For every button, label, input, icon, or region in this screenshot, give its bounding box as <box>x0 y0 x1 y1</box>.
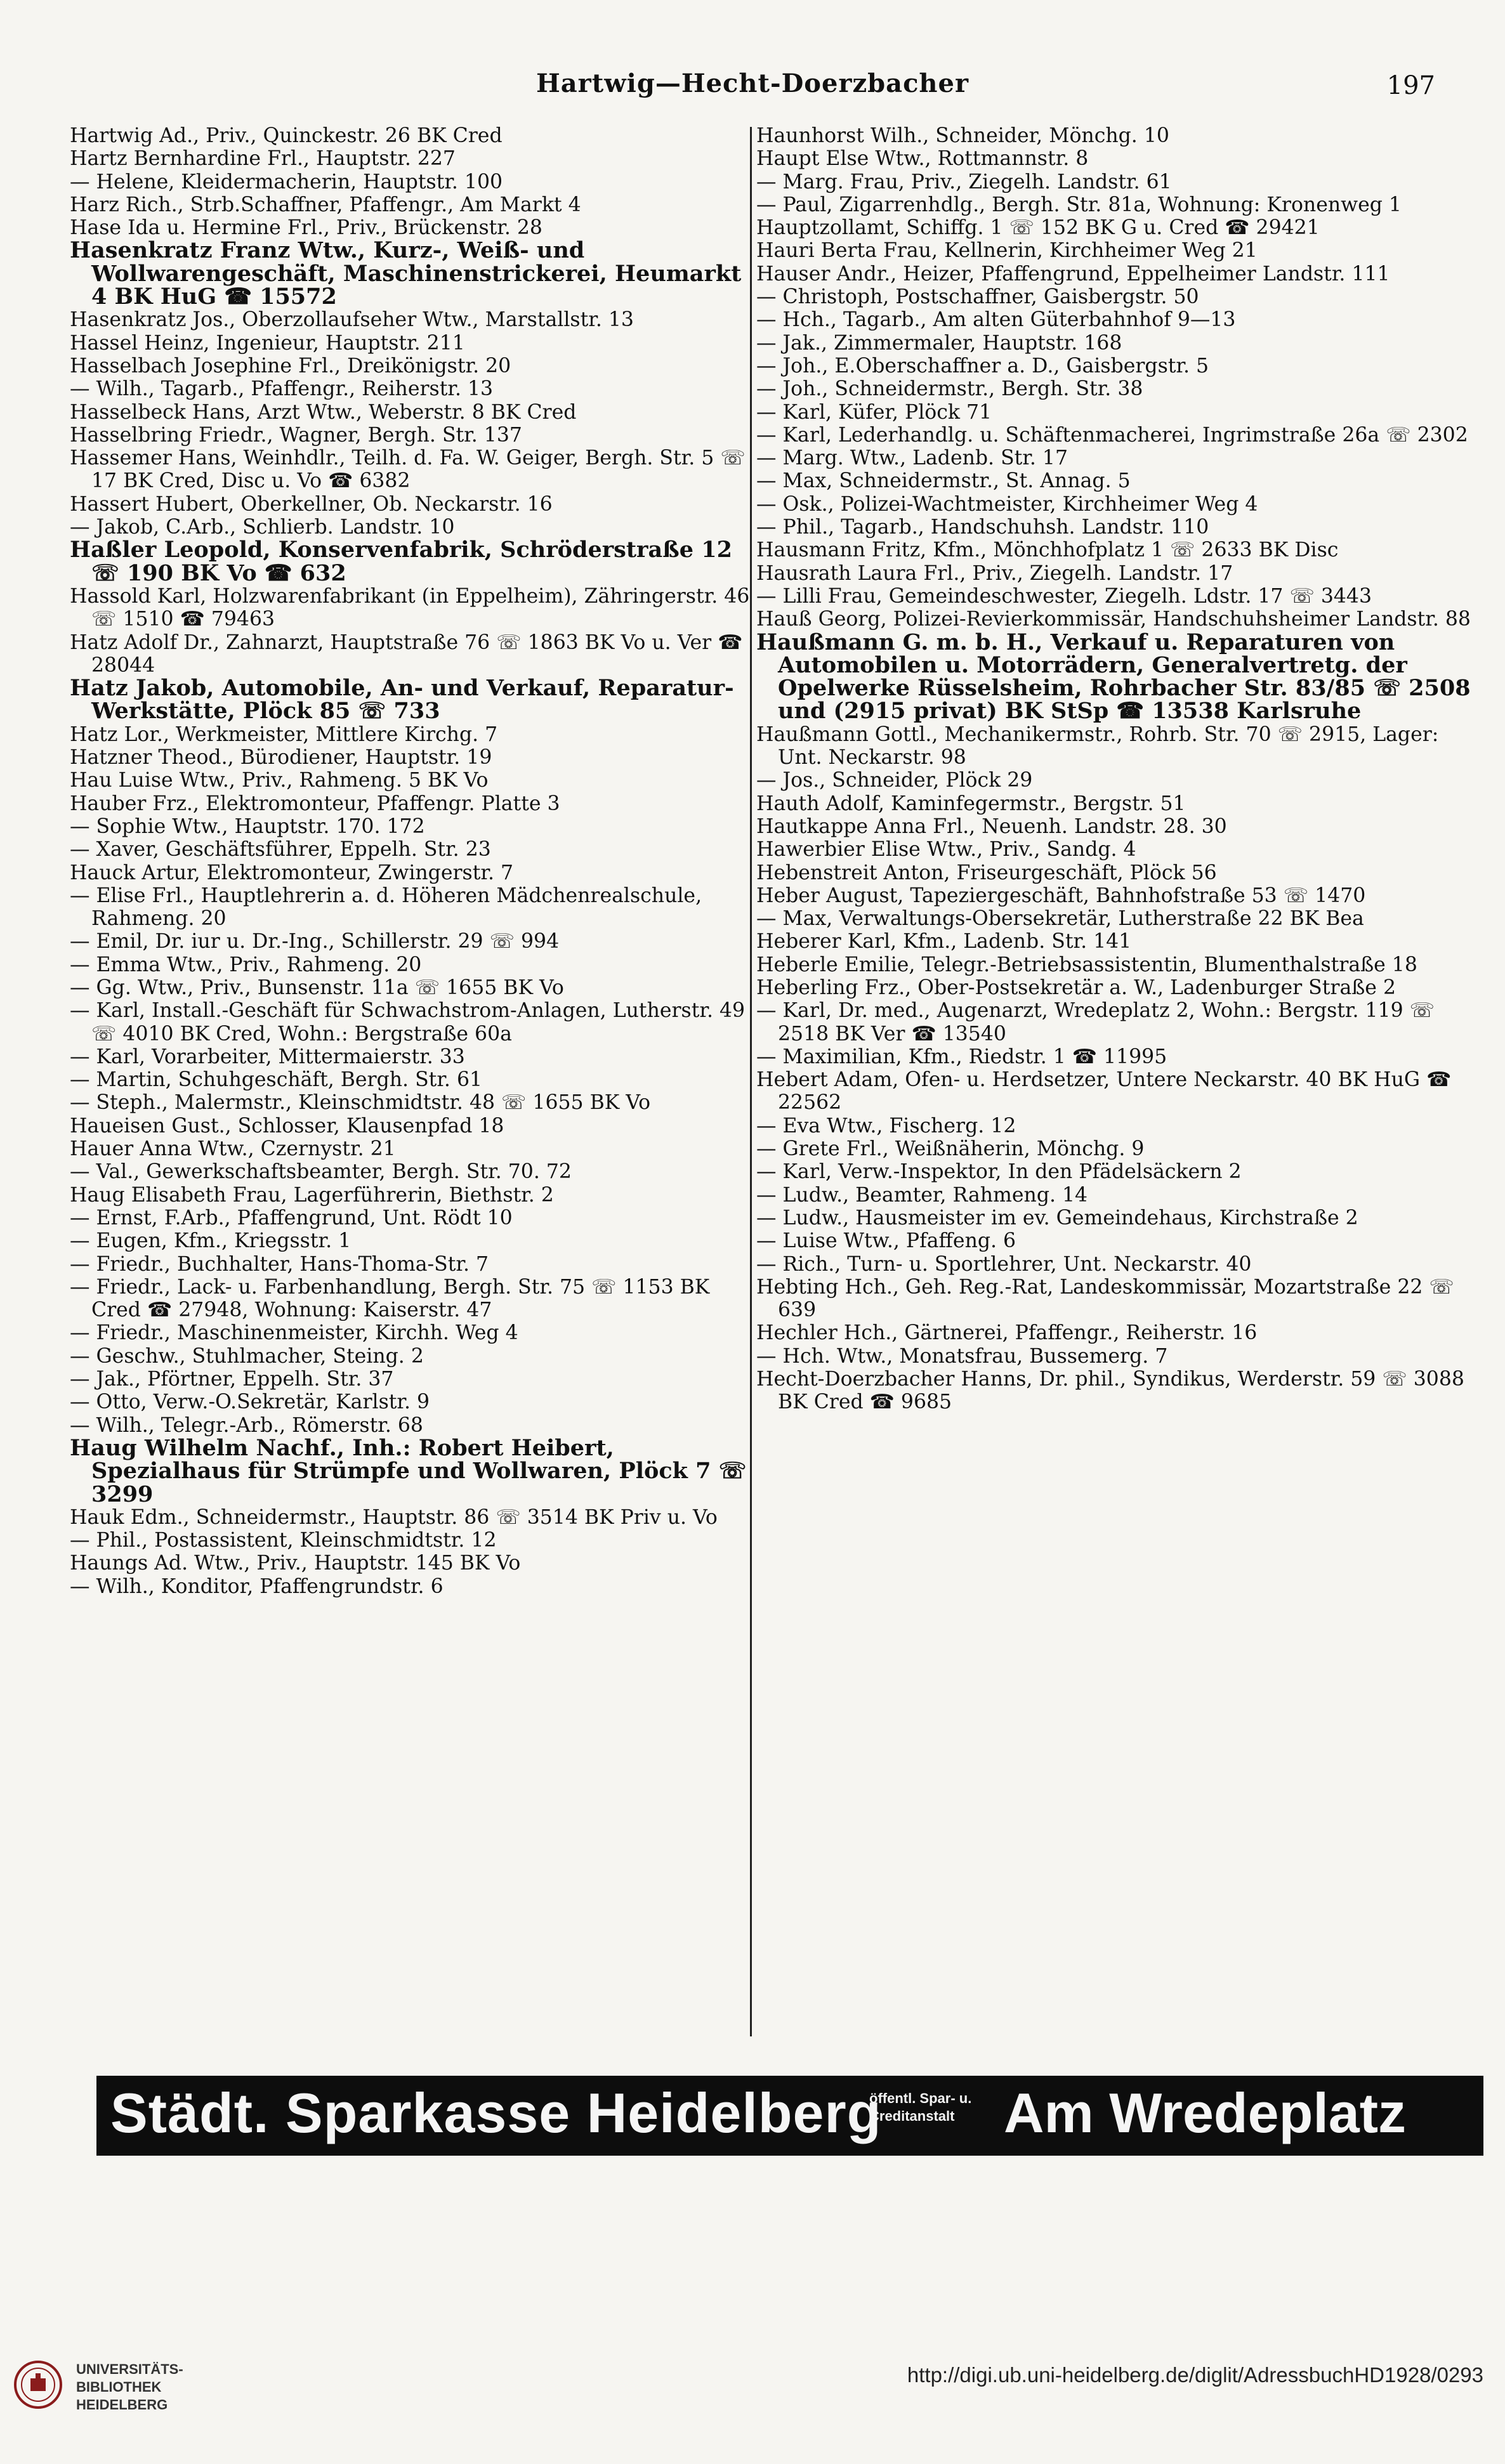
directory-entry: Hasenkratz Jos., Oberzollaufseher Wtw., Marstallstr. 13 <box>70 308 634 332</box>
directory-entry: Hauth Adolf, Kaminfegermstr., Bergstr. 51 <box>756 792 1186 815</box>
directory-entry: Hawerbier Elise Wtw., Priv., Sandg. 4 <box>756 838 1136 862</box>
directory-entry: Hassel Heinz, Ingenieur, Hauptstr. 211 <box>70 331 465 355</box>
library-name-line-3: HEIDELBERG <box>76 2397 168 2413</box>
left-column <box>70 124 750 2040</box>
directory-entry: Hasselbeck Hans, Arzt Wtw., Weberstr. 8 BK Cred <box>70 400 577 424</box>
directory-entry: — Max, Schneidermstr., St. Annag. 5 <box>756 469 1131 493</box>
directory-entry: — Ernst, F.Arb., Pfaffengrund, Unt. Rödt 10 <box>70 1206 513 1229</box>
directory-entry: Hatz Adolf Dr., Zahnarzt, Hauptstraße 76 ☏ 1863 BK Vo u. Ver ☎ 28044 <box>70 631 743 677</box>
source-url[interactable]: http://digi.ub.uni-heidelberg.de/diglit/AdressbuchHD1928/0293 <box>907 2363 1483 2387</box>
ad-bank-name: Städt. Sparkasse Heidelberg <box>110 2081 882 2144</box>
directory-entry: — Karl, Dr. med., Augenarzt, Wredeplatz 2, Wohn.: Bergstr. 119 ☏ 2518 BK Ver ☎ 13540 <box>756 999 1435 1045</box>
directory-entry: — Wilh., Konditor, Pfaffengrundstr. 6 <box>70 1575 444 1598</box>
directory-entry: Heber August, Tapeziergeschäft, Bahnhofstraße 53 ☏ 1470 <box>756 884 1366 907</box>
directory-entry: — Geschw., Stuhlmacher, Steing. 2 <box>70 1344 424 1368</box>
directory-entry: Heberle Emilie, Telegr.-Betriebsassistentin, Blumenthalstraße 18 <box>756 953 1417 976</box>
directory-entry: — Eva Wtw., Fischerg. 12 <box>756 1114 1016 1137</box>
directory-entry-bold: Hasenkratz Franz Wtw., Kurz-, Weiß- und Wollwarengeschäft, Maschinenstrickerei, Heumarkt 4 BK HuG ☎ 15572 <box>70 237 742 310</box>
directory-entry: — Grete Frl., Weißnäherin, Mönchg. 9 <box>756 1137 1145 1161</box>
directory-entry: — Karl, Install.-Geschäft für Schwachstrom-Anlagen, Lutherstr. 49 ☏ 4010 BK Cred, Wohn.: Bergstraße 60a <box>70 999 746 1045</box>
directory-entry: — Helene, Kleidermacherin, Hauptstr. 100 <box>70 170 503 193</box>
directory-entry: Hautkappe Anna Frl., Neuenh. Landstr. 28. 30 <box>756 815 1227 838</box>
directory-entry: — Gg. Wtw., Priv., Bunsenstr. 11a ☏ 1655 BK Vo <box>70 976 564 999</box>
directory-entry: Hauck Artur, Elektromonteur, Zwingerstr. 7 <box>70 861 514 884</box>
advertisement-banner <box>96 2076 1483 2156</box>
page-title: Hartwig—Hecht-Doerzbacher <box>536 69 969 98</box>
library-logo <box>13 2357 241 2417</box>
directory-entry: — Christoph, Postschaffner, Gaisbergstr. 50 <box>756 285 1199 309</box>
directory-entry: — Osk., Polizei-Wachtmeister, Kirchheimer Weg 4 <box>756 492 1258 516</box>
directory-entry: — Martin, Schuhgeschäft, Bergh. Str. 61 <box>70 1068 483 1092</box>
directory-entry: Heberer Karl, Kfm., Ladenb. Str. 141 <box>756 930 1132 953</box>
running-head <box>70 69 1435 107</box>
directory-entry: Hauer Anna Wtw., Czernystr. 21 <box>70 1137 396 1161</box>
directory-entry: — Lilli Frau, Gemeindeschwester, Ziegelh. Ldstr. 17 ☏ 3443 <box>756 584 1372 608</box>
directory-entry: — Xaver, Geschäftsführer, Eppelh. Str. 23 <box>70 838 491 862</box>
directory-entry: Haug Elisabeth Frau, Lagerführerin, Biethstr. 2 <box>70 1183 554 1207</box>
directory-entry: — Karl, Küfer, Plöck 71 <box>756 400 992 424</box>
directory-entry: — Eugen, Kfm., Kriegsstr. 1 <box>70 1229 352 1253</box>
directory-entry: — Ludw., Beamter, Rahmeng. 14 <box>756 1183 1088 1207</box>
directory-entry: Hassold Karl, Holzwarenfabrikant (in Eppelheim), Zähringerstr. 46 ☏ 1510 ☎ 79463 <box>70 584 750 631</box>
directory-entry: Haupt Else Wtw., Rottmannstr. 8 <box>756 147 1089 171</box>
directory-entry: — Hch. Wtw., Monatsfrau, Bussemerg. 7 <box>756 1344 1168 1368</box>
directory-entry: — Val., Gewerkschaftsbeamter, Bergh. Str. 70. 72 <box>70 1160 572 1184</box>
library-name-line-1: UNIVERSITÄTS- <box>76 2361 183 2377</box>
directory-entry: Hebenstreit Anton, Friseurgeschäft, Plöck 56 <box>756 861 1217 884</box>
directory-entry: Hau Luise Wtw., Priv., Rahmeng. 5 BK Vo <box>70 769 489 792</box>
directory-entry: — Jak., Zimmermaler, Hauptstr. 168 <box>756 331 1122 355</box>
directory-entry: Hauß Georg, Polizei-Revierkommissär, Handschuhsheimer Landstr. 88 <box>756 608 1471 631</box>
directory-entry: — Wilh., Telegr.-Arb., Römerstr. 68 <box>70 1413 423 1437</box>
column-divider <box>750 127 752 2036</box>
directory-entry: Hasselbring Friedr., Wagner, Bergh. Str. 137 <box>70 423 522 447</box>
directory-entry: Haußmann Gottl., Mechanikermstr., Rohrb. Str. 70 ☏ 2915, Lager: Unt. Neckarstr. 98 <box>756 723 1439 770</box>
directory-entry: — Jakob, C.Arb., Schlierb. Landstr. 10 <box>70 516 455 539</box>
directory-entry: Hase Ida u. Hermine Frl., Priv., Brückenstr. 28 <box>70 216 542 240</box>
library-seal-icon <box>13 2359 63 2410</box>
directory-entry: Hecht-Doerzbacher Hanns, Dr. phil., Syndikus, Werderstr. 59 ☏ 3088 BK Cred ☎ 9685 <box>756 1368 1464 1414</box>
ad-subtitle: öffentl. Spar- u. Creditanstalt <box>869 2090 972 2124</box>
directory-entry: — Sophie Wtw., Hauptstr. 170. 172 <box>70 815 425 838</box>
directory-entry: — Karl, Vorarbeiter, Mittermaierstr. 33 <box>70 1045 465 1068</box>
directory-entry: Hassert Hubert, Oberkellner, Ob. Neckarstr. 16 <box>70 492 553 516</box>
library-name <box>76 2361 183 2414</box>
directory-entry: Hebert Adam, Ofen- u. Herdsetzer, Untere Neckarstr. 40 BK HuG ☎ 22562 <box>756 1068 1452 1115</box>
directory-entry: — Karl, Lederhandlg. u. Schäftenmacherei, Ingrimstraße 26a ☏ 2302 <box>756 423 1468 447</box>
directory-entry: — Jak., Pförtner, Eppelh. Str. 37 <box>70 1368 394 1391</box>
directory-entry: — Wilh., Tagarb., Pfaffengr., Reiherstr. 13 <box>70 377 494 401</box>
directory-entry: Hatzner Theod., Bürodiener, Hauptstr. 19 <box>70 746 492 770</box>
directory-entry: — Karl, Verw.-Inspektor, In den Pfädelsäckern 2 <box>756 1160 1242 1184</box>
directory-entry: — Otto, Verw.-O.Sekretär, Karlstr. 9 <box>70 1391 430 1414</box>
directory-entry: Hauber Frz., Elektromonteur, Pfaffengr. Platte 3 <box>70 792 560 815</box>
directory-entry: — Friedr., Lack- u. Farbenhandlung, Bergh. Str. 75 ☏ 1153 BK Cred ☎ 27948, Wohnung: Kaiserstr. 47 <box>70 1275 710 1322</box>
directory-entry: — Marg. Frau, Priv., Ziegelh. Landstr. 61 <box>756 170 1172 193</box>
directory-entry: Hauser Andr., Heizer, Pfaffengrund, Eppelheimer Landstr. 111 <box>756 262 1390 285</box>
directory-entry: Harz Rich., Strb.Schaffner, Pfaffengr., Am Markt 4 <box>70 193 581 216</box>
directory-entry: — Marg. Wtw., Ladenb. Str. 17 <box>756 447 1068 470</box>
directory-entry-bold: Hatz Jakob, Automobile, An- und Verkauf, Reparatur-Werkstätte, Plöck 85 ☏ 733 <box>70 675 734 724</box>
directory-entry: — Ludw., Hausmeister im ev. Gemeindehaus, Kirchstraße 2 <box>756 1206 1358 1229</box>
directory-entry-bold: Haßler Leopold, Konservenfabrik, Schröderstraße 12 ☏ 190 BK Vo ☎ 632 <box>70 537 732 586</box>
directory-entry: Hebting Hch., Geh. Reg.-Rat, Landeskommissär, Mozartstraße 22 ☏ 639 <box>756 1275 1454 1322</box>
right-column <box>756 124 1486 2040</box>
directory-entry: Hartwig Ad., Priv., Quinckestr. 26 BK Cred <box>70 124 503 147</box>
directory-entry: — Max, Verwaltungs-Obersekretär, Lutherstraße 22 BK Bea <box>756 907 1364 931</box>
directory-entry: Hartz Bernhardine Frl., Hauptstr. 227 <box>70 147 456 171</box>
directory-entry: — Friedr., Maschinenmeister, Kirchh. Weg 4 <box>70 1321 518 1345</box>
directory-entry: Hausrath Laura Frl., Priv., Ziegelh. Landstr. 17 <box>756 561 1233 585</box>
directory-entry: Haueisen Gust., Schlosser, Klausenpfad 18 <box>70 1114 504 1137</box>
directory-entry: — Emil, Dr. iur u. Dr.-Ing., Schillerstr. 29 ☏ 994 <box>70 930 560 953</box>
directory-entry: — Steph., Malermstr., Kleinschmidtstr. 48 ☏ 1655 BK Vo <box>70 1091 651 1115</box>
directory-entry: Hauk Edm., Schneidermstr., Hauptstr. 86 ☏ 3514 BK Priv u. Vo <box>70 1505 718 1529</box>
directory-entry: — Rich., Turn- u. Sportlehrer, Unt. Neckarstr. 40 <box>756 1252 1252 1276</box>
directory-entry-bold: Haußmann G. m. b. H., Verkauf u. Reparaturen von Automobilen u. Motorrädern, Generalvertretg. der Opelwerke Rüsselsheim, Rohrbacher Str. 83/85 ☏ 2508 und (2915 privat) BK StSp ☎ 13538 Karlsruhe <box>756 629 1471 724</box>
ad-address: Am Wredeplatz <box>1004 2081 1407 2144</box>
page-number: 197 <box>1386 71 1435 100</box>
directory-entry: — Joh., E.Oberschaffner a. D., Gaisbergstr. 5 <box>756 354 1209 377</box>
directory-entry: Hassemer Hans, Weinhdlr., Teilh. d. Fa. W. Geiger, Bergh. Str. 5 ☏ 17 BK Cred, Disc u. Vo ☎ 6382 <box>70 447 746 493</box>
directory-entry: — Hch., Tagarb., Am alten Güterbahnhof 9—13 <box>756 308 1236 332</box>
directory-entry: Hausmann Fritz, Kfm., Mönchhofplatz 1 ☏ 2633 BK Disc <box>756 539 1339 562</box>
library-name-line-2: BIBLIOTHEK <box>76 2379 162 2395</box>
directory-entry: Hauptzollamt, Schiffg. 1 ☏ 152 BK G u. Cred ☎ 29421 <box>756 216 1320 240</box>
directory-entry: — Jos., Schneider, Plöck 29 <box>756 769 1033 792</box>
directory-entry-bold: Haug Wilhelm Nachf., Inh.: Robert Heibert, Spezialhaus für Strümpfe und Wollwaren, Plöck 7 ☏ 3299 <box>70 1434 747 1507</box>
directory-entry: — Phil., Postassistent, Kleinschmidtstr. 12 <box>70 1529 497 1552</box>
directory-entry: — Luise Wtw., Pfaffeng. 6 <box>756 1229 1016 1253</box>
directory-entry: — Emma Wtw., Priv., Rahmeng. 20 <box>70 953 422 976</box>
directory-entry: Hechler Hch., Gärtnerei, Pfaffengr., Reiherstr. 16 <box>756 1321 1258 1345</box>
directory-entry: Hatz Lor., Werkmeister, Mittlere Kirchg. 7 <box>70 723 498 746</box>
directory-entry: — Elise Frl., Hauptlehrerin a. d. Höheren Mädchenrealschule, Rahmeng. 20 <box>70 884 702 931</box>
directory-entry: Hasselbach Josephine Frl., Dreikönigstr. 20 <box>70 354 511 377</box>
directory-entry: — Joh., Schneidermstr., Bergh. Str. 38 <box>756 377 1143 401</box>
directory-entry: Heberling Frz., Ober-Postsekretär a. W., Ladenburger Straße 2 <box>756 976 1396 999</box>
directory-columns <box>70 124 1494 2040</box>
directory-entry: Haungs Ad. Wtw., Priv., Hauptstr. 145 BK Vo <box>70 1552 521 1575</box>
directory-entry: Hauri Berta Frau, Kellnerin, Kirchheimer Weg 21 <box>756 239 1258 263</box>
directory-entry: — Maximilian, Kfm., Riedstr. 1 ☎ 11995 <box>756 1045 1167 1068</box>
directory-entry: — Paul, Zigarrenhdlg., Bergh. Str. 81a, Wohnung: Kronenweg 1 <box>756 193 1402 216</box>
directory-entry: — Phil., Tagarb., Handschuhsh. Landstr. 110 <box>756 516 1209 539</box>
directory-entry: — Friedr., Buchhalter, Hans-Thoma-Str. 7 <box>70 1252 489 1276</box>
directory-entry: Haunhorst Wilh., Schneider, Mönchg. 10 <box>756 124 1169 147</box>
